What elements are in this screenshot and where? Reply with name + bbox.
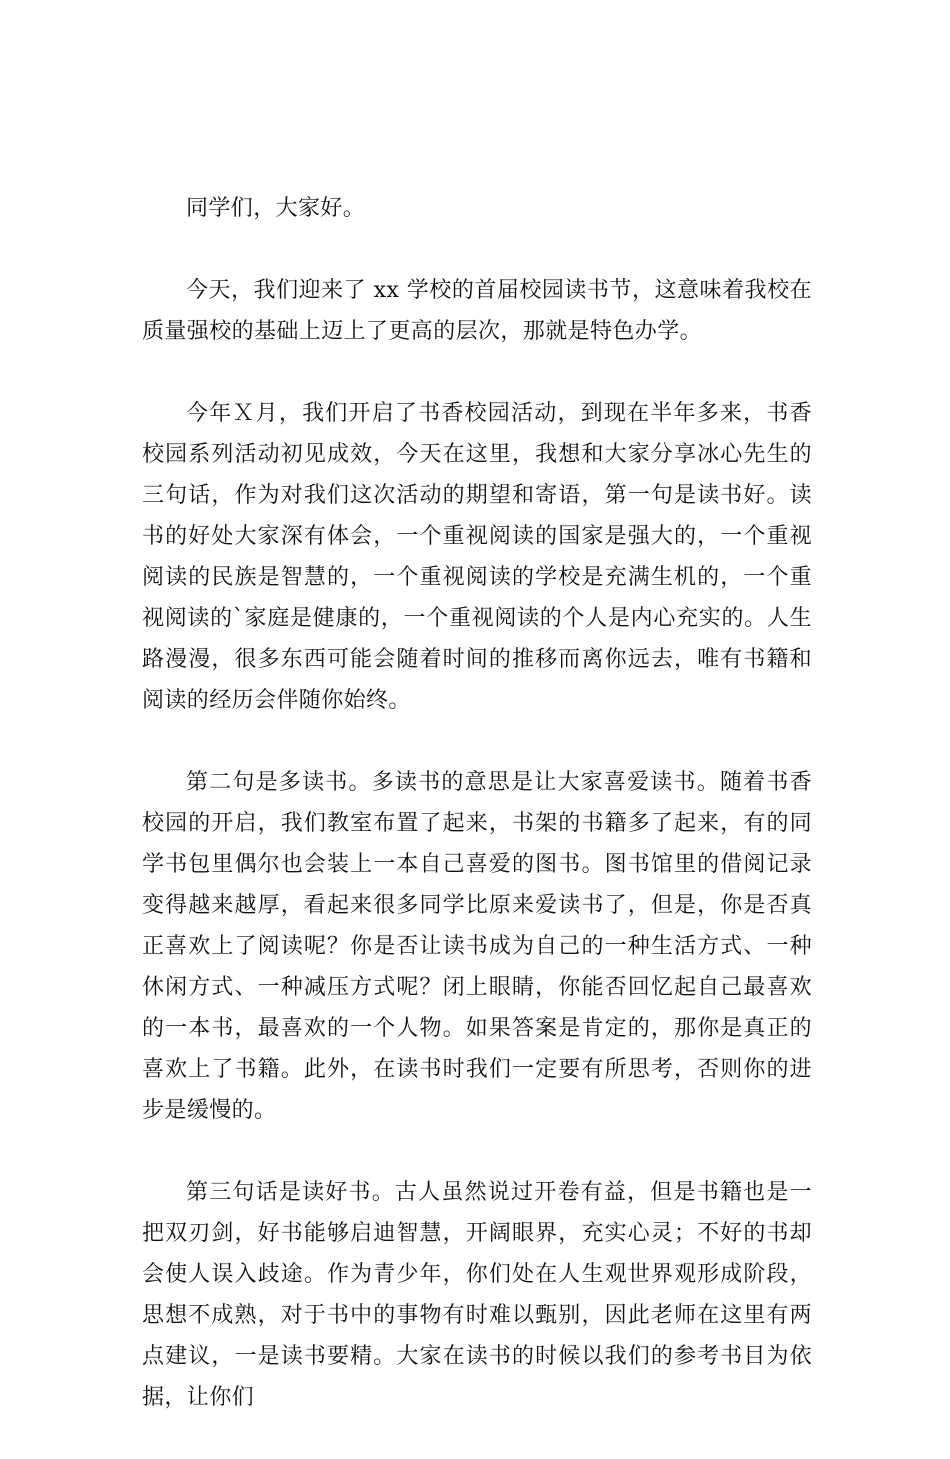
paragraph-intro: 今天，我们迎来了 xx 学校的首届校园读书节，这意味着我校在质量强校的基础上迈上了更高的层次，那就是特色办学。 <box>142 278 812 344</box>
paragraph-read-more: 第二句是多读书。多读书的意思是让大家喜爱读书。随着书香校园的开启，我们教室布置了起来，书架的书籍多了起来，有的同学书包里偶尔也会装上一本自己喜爱的图书。图书馆里的借阅记录变得越来越厚，看起来很多同学比原来爱读书了，但是，你是否真正喜欢上了阅读呢？你是否让读书成为自己的一种生活方式、一种休闲方式、一种减压方式呢？闭上眼睛，你能否回忆起自己最喜欢的一本书，最喜欢的一个人物。如果答案是肯定的，那你是真正的喜欢上了书籍。此外，在读书时我们一定要有所思考，否则你的进步是缓慢的。 <box>142 770 812 1123</box>
paragraph-read-good-books: 第三句话是读好书。古人虽然说过开卷有益，但是书籍也是一把双刃剑，好书能够启迪智慧，开阔眼界，充实心灵；不好的书却会使人误入歧途。作为青少年，你们处在人生观世界观形成阶段，思想不成熟，对于书中的事物有时难以甄别，因此老师在这里有两点建议，一是读书要精。大家在读书的时候以我们的参考书目为依据，让你们 <box>142 1180 812 1410</box>
paragraph-greeting: 同学们，大家好。 <box>186 196 366 221</box>
paragraph-reading-good: 今年Ｘ月，我们开启了书香校园活动，到现在半年多来，书香校园系列活动初见成效，今天在这里，我想和大家分享冰心先生的三句话，作为对我们这次活动的期望和寄语，第一句是读书好。读书的好处大家深有体会，一个重视阅读的国家是强大的，一个重视阅读的民族是智慧的，一个重视阅读的学校是充满生机的，一个重视阅读的`家庭是健康的，一个重视阅读的个人是内心充实的。人生路漫漫，很多东西可能会随着时间的推移而离你远去，唯有书籍和阅读的经历会伴随你始终。 <box>142 401 812 713</box>
document-body <box>142 188 812 1459</box>
